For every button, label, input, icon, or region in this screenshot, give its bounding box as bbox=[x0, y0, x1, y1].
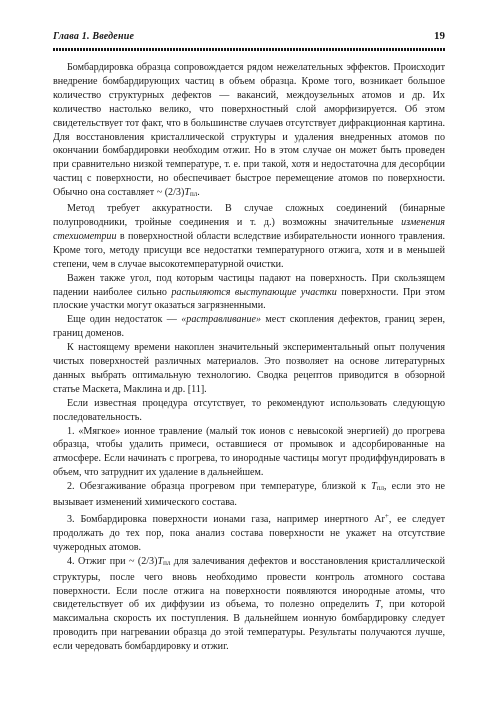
body-text bbox=[53, 61, 445, 654]
formula-index: + bbox=[384, 512, 389, 520]
emphasis-text: изменения стехиометрии bbox=[53, 216, 445, 242]
paragraph bbox=[53, 397, 445, 425]
header-rule bbox=[53, 48, 445, 51]
text-run: Важен также угол, под которым частицы падают на поверхность. При скользящем падении наиболее сильно bbox=[53, 272, 445, 298]
paragraph bbox=[53, 425, 445, 481]
text-run: , ее следует продолжать до тех пор, пока анализ состава поверхности не укажет на отсутствие чужеродных атомов. bbox=[53, 514, 445, 553]
formula-index: пл bbox=[163, 558, 171, 567]
formula-index: пл bbox=[189, 190, 198, 199]
paragraph bbox=[53, 480, 445, 510]
running-header bbox=[53, 30, 445, 46]
text-run: в поверхностной области вследствие избирательности ионного травления. Кроме того, методу присущи все недостатки температурного отжига, хотя и в меньшей степени, чем в случае высокотемпературной очистки. bbox=[53, 230, 445, 270]
document-page bbox=[53, 30, 445, 654]
text-run: Если известная процедура отсутствует, то рекомендуют использовать следующую последовательность. bbox=[53, 397, 445, 423]
text-run: Бомбардировка образца сопровождается рядом нежелательных эффектов. Происходит внедрение бомбардирующих частиц в объем образца. Кроме того, возникает большое количество структурных дефектов — вакансий, междоузельных атомов и др. Их количество настолько велико, что поверхностный слой аморфизируется. Об этом свидетельствует тот факт, что в большинстве случаев отсутствует дифракционная картина. Для восстановления кристаллической структуры и удаления внедренных атомов по окончании бомбардировки необходим отжиг. Но в этом случае он может быть проведен при сравнительно низкой температуре, т. е. при такой, хотя и недостаточна для десорбции частиц с поверхности, но обеспечивает быстрое перемещение атомов по поверхности. Обычно она составляет ~ (2/3) bbox=[53, 62, 445, 199]
text-run: 1. «Мягкое» ионное травление (малый ток ионов с невысокой энергией) до прогрева образца, чтобы удалить примеси, оставшиеся от промывок и адсорбированные на атмосфере. Если начинать с прогрева, то инородные частицы могут продиффундировать в объем, что затруднит их удаление в дальнейшем. bbox=[53, 425, 445, 479]
text-run: Метод требует аккуратности. В случае сложных соединений (бинарные полупроводники, тройные соединения и т. д.) возможны значительные bbox=[53, 203, 445, 228]
text-run: для залечивания дефектов и восстановления кристаллической структуры, после чего вновь необходимо провести контроль атомного состава поверхности. Если после отжига на поверхности появляются инородные атомы, что свидетельствует об их диффузии из объема, то полезно определить bbox=[53, 555, 445, 611]
text-run: 4. Отжиг при ~ (2/3) bbox=[67, 555, 158, 567]
emphasis-text: T bbox=[375, 599, 381, 611]
text-run: мест скопления дефектов, границ зерен, границ доменов. bbox=[53, 314, 445, 340]
text-run: , если это не вызывает изменений химического состава. bbox=[53, 481, 445, 509]
chapter-title: Глава 1. Введение bbox=[53, 31, 135, 42]
text-run: К настоящему времени накоплен значительный экспериментальный опыт получения чистых поверхностей различных материалов. Это позволяет на основе литературных данных выбрать оптимальную технологию. Сводка рецептов приводится в обзорной статье Маскета, Маклина и др. [11]. bbox=[53, 342, 445, 395]
paragraph bbox=[53, 555, 445, 654]
page-number: 19 bbox=[434, 30, 445, 42]
emphasis-text: T bbox=[371, 481, 377, 493]
text-run: . bbox=[197, 187, 200, 199]
text-run: 3. Бомбардировка поверхности ионами газа, например инертного Ar bbox=[67, 514, 385, 525]
emphasis-text: T bbox=[184, 187, 190, 199]
paragraph bbox=[53, 272, 445, 314]
paragraph bbox=[53, 510, 445, 555]
paragraph bbox=[53, 341, 445, 397]
formula-index: пл bbox=[376, 484, 384, 493]
paragraph bbox=[53, 202, 445, 272]
text-run: поверхности. При этом плоские участки могут оказаться загрязненными. bbox=[53, 286, 445, 312]
emphasis-text: «растравливание» bbox=[181, 314, 262, 326]
text-run: Еще один недостаток — bbox=[67, 314, 182, 326]
text-run: , при которой максимальна скорость их поступления. В дальнейшем ионную бомбардировку следует проводить при нагревании образца до этой температуры. Результаты получаются лучше, если чередовать бомбардировку и отжиг. bbox=[53, 599, 445, 653]
paragraph bbox=[53, 61, 445, 202]
text-run: 2. Обезгаживание образца прогревом при температуре, близкой к bbox=[67, 481, 372, 493]
paragraph bbox=[53, 313, 445, 341]
emphasis-text: T bbox=[157, 555, 164, 567]
emphasis-text: распыляются выступающие участки bbox=[171, 286, 337, 298]
